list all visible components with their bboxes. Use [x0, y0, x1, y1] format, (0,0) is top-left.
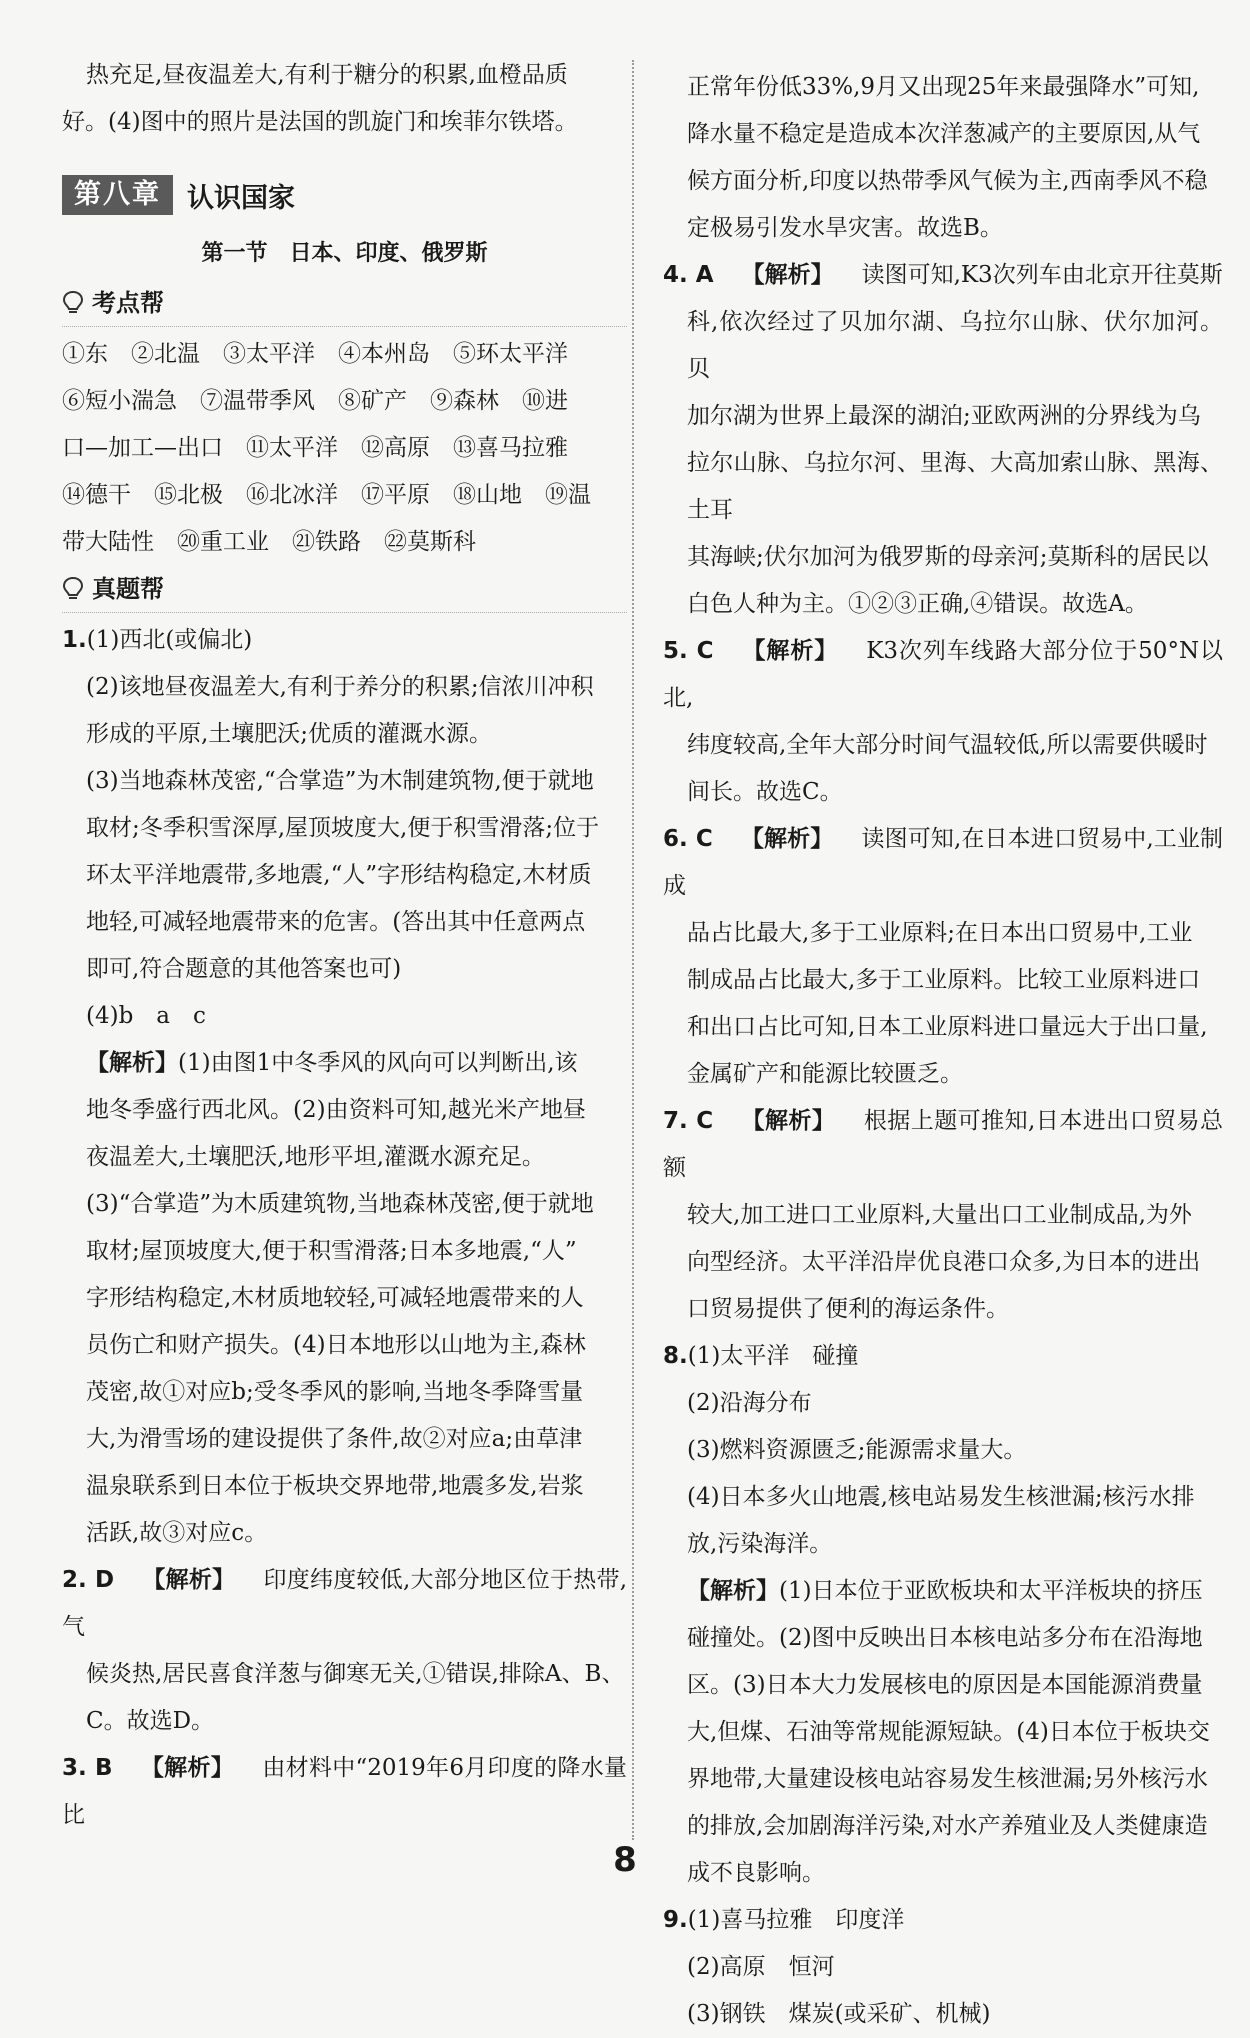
q2-head: 2. D: [62, 1567, 115, 1593]
q2-line: C。故选D。: [86, 1708, 215, 1734]
q4-head: 4. A: [663, 262, 714, 288]
q1-first: [62, 617, 627, 664]
kaodian-line: ①东 ②北温 ③太平洋 ④本州岛 ⑤环太平洋: [62, 341, 568, 367]
q3-first: [62, 1745, 627, 1839]
q4-line: 拉尔山脉、乌拉尔河、里海、大高加索山脉、黑海、土耳: [687, 450, 1223, 523]
q3-line: 定极易引发水旱灾害。故选B。: [687, 215, 1003, 241]
q2-text: 印度纬度较低,大部分地区位于热带,气: [62, 1567, 628, 1640]
jiexi-tag: 【解析】: [741, 1108, 836, 1134]
q9-number: 9.: [663, 1907, 688, 1933]
chapter-label: 第八章: [62, 175, 173, 215]
jiexi-tag: 【解析】: [740, 826, 834, 852]
q9-line: (2)高原 恒河: [687, 1954, 835, 1980]
q8-first: [663, 1333, 1223, 1380]
q6-first: [663, 816, 1223, 910]
column-divider: [632, 60, 634, 1840]
q1-line: 取材;冬季积雪深厚,屋顶坡度大,便于积雪滑落;位于: [86, 815, 600, 841]
q1-number: 1.: [62, 627, 87, 653]
q8-line: 放,污染海洋。: [687, 1531, 833, 1557]
q8-jiexi-line: 碰撞处。(2)图中反映出日本核电站多分布在沿海地: [687, 1625, 1203, 1651]
lightbulb-icon: [62, 290, 84, 316]
q8-jiexi-line: 界地带,大量建设核电站容易发生核泄漏;另外核污水: [687, 1766, 1209, 1792]
jiexi-tag: 【解析】: [140, 1755, 235, 1781]
q1-jiexi-line: 茂密,故①对应b;受冬季风的影响,当地冬季降雪量: [86, 1379, 584, 1405]
zhenti-title: 真题帮: [92, 575, 164, 603]
left-column: [62, 52, 627, 1839]
kaodian-line: 带大陆性 ⑳重工业 ㉑铁路 ㉒莫斯科: [62, 529, 476, 555]
q1-jiexi-first: [62, 1040, 627, 1087]
page-number: 8: [613, 1840, 637, 1880]
q8-jiexi-first: [663, 1568, 1223, 1615]
kaodian-heading: [62, 280, 627, 327]
section-title: 第一节 日本、印度、俄罗斯: [201, 241, 488, 266]
q9-first: [663, 1897, 1223, 1944]
kaodian-title: 考点帮: [92, 289, 164, 317]
q4-line: 科,依次经过了贝加尔湖、乌拉尔山脉、伏尔加河。贝: [687, 309, 1223, 382]
q1-line: 形成的平原,土壤肥沃;优质的灌溉水源。: [86, 721, 493, 747]
q1-jiexi-line: 地冬季盛行西北风。(2)由资料可知,越光米产地昼: [86, 1097, 586, 1123]
chapter-title: 认识国家: [187, 182, 295, 214]
q7-line: 向型经济。太平洋沿岸优良港口众多,为日本的进出: [687, 1249, 1201, 1275]
q6-text: 读图可知,在日本进口贸易中,工业制成: [663, 826, 1224, 899]
q1-jiexi-line: 夜温差大,土壤肥沃,地形平坦,灌溉水源充足。: [86, 1144, 545, 1170]
chapter-heading: [62, 172, 627, 218]
jiexi-text: (1)日本位于亚欧板块和太平洋板块的挤压: [779, 1578, 1203, 1604]
jiexi-tag: 【解析】: [86, 1050, 178, 1076]
q7-line: 口贸易提供了便利的海运条件。: [687, 1296, 1009, 1322]
q8-jiexi-line: 区。(3)日本大力发展核电的原因是本国能源消费量: [687, 1672, 1203, 1698]
q3-head: 3. B: [62, 1755, 113, 1781]
q4-text: 读图可知,K3次列车由北京开往莫斯: [861, 262, 1223, 288]
q5-line: 间长。故选C。: [687, 779, 843, 805]
q5-head: 5. C: [663, 638, 714, 664]
q1-line: 环太平洋地震带,多地震,“人”字形结构稳定,木材质: [86, 862, 592, 888]
q9-line: (3)钢铁 煤炭(或采矿、机械): [687, 2001, 991, 2027]
jiexi-text: (1)由图1中冬季风的风向可以判断出,该: [178, 1050, 578, 1076]
jiexi-tag: 【解析】: [741, 262, 834, 288]
jiexi-tag: 【解析】: [687, 1578, 779, 1604]
q1-jiexi-line: 温泉联系到日本位于板块交界地带,地震多发,岩浆: [86, 1473, 584, 1499]
zhenti-heading: [62, 566, 627, 613]
q1-answer: (1)西北(或偏北): [86, 627, 253, 653]
right-column: [663, 64, 1223, 2038]
q8-line: (3)燃料资源匮乏;能源需求量大。: [687, 1437, 1027, 1463]
q1-line: (4)b a c: [86, 1003, 206, 1029]
q4-line: 其海峡;伏尔加河为俄罗斯的母亲河;莫斯科的居民以: [687, 544, 1209, 570]
q7-head: 7. C: [663, 1108, 714, 1134]
lightbulb-icon: [62, 576, 84, 602]
q3-line: 候方面分析,印度以热带季风气候为主,西南季风不稳: [687, 168, 1208, 194]
q6-line: 金属矿产和能源比较匮乏。: [687, 1061, 963, 1087]
q5-text: K3次列车线路大部分位于50°N以北,: [663, 638, 1223, 711]
q1-line: 即可,符合题意的其他答案也可): [86, 956, 402, 982]
q9-answer: (1)喜马拉雅 印度洋: [687, 1907, 905, 1933]
q5-line: 纬度较高,全年大部分时间气温较低,所以需要供暖时: [687, 732, 1208, 758]
q4-line: 白色人种为主。①②③正确,④错误。故选A。: [687, 591, 1148, 617]
q8-jiexi-line: 大,但煤、石油等常规能源短缺。(4)日本位于板块交: [687, 1719, 1210, 1745]
q4-line: 加尔湖为世界上最深的湖泊;亚欧两洲的分界线为乌: [687, 403, 1201, 429]
q2-line: 候炎热,居民喜食洋葱与御寒无关,①错误,排除A、B、: [86, 1661, 625, 1687]
q1-jiexi-line: 员伤亡和财产损失。(4)日本地形以山地为主,森林: [86, 1332, 586, 1358]
q6-line: 和出口占比可知,日本工业原料进口量远大于出口量,: [687, 1014, 1208, 1040]
q8-answer: (1)太平洋 碰撞: [687, 1343, 859, 1369]
q1-line: 地轻,可减轻地震带来的危害。(答出其中任意两点: [86, 909, 586, 935]
q6-line: 制成品占比最大,多于工业原料。比较工业原料进口: [687, 967, 1201, 993]
q1-jiexi-line: 大,为滑雪场的建设提供了条件,故②对应a;由草津: [86, 1426, 583, 1452]
q1-jiexi-line: 活跃,故③对应c。: [86, 1520, 268, 1546]
jiexi-tag: 【解析】: [142, 1567, 236, 1593]
q1-jiexi-line: (3)“合掌造”为木质建筑物,当地森林茂密,便于就地: [86, 1191, 594, 1217]
q7-line: 较大,加工进口工业原料,大量出口工业制成品,为外: [687, 1202, 1192, 1228]
q3-line: 正常年份低33%,9月又出现25年来最强降水”可知,: [687, 74, 1200, 100]
intro-line: 热充足,昼夜温差大,有利于糖分的积累,血橙品质: [86, 62, 568, 88]
q8-line: (2)沿海分布: [687, 1390, 812, 1416]
q8-number: 8.: [663, 1343, 688, 1369]
q5-first: [663, 628, 1223, 722]
q7-text: 根据上题可推知,日本进出口贸易总额: [663, 1108, 1224, 1181]
q7-first: [663, 1098, 1223, 1192]
kaodian-line: ⑥短小湍急 ⑦温带季风 ⑧矿产 ⑨森林 ⑩进: [62, 388, 568, 414]
kaodian-line: ⑭德干 ⑮北极 ⑯北冰洋 ⑰平原 ⑱山地 ⑲温: [62, 482, 591, 508]
q6-line: 品占比最大,多于工业原料;在日本出口贸易中,工业: [687, 920, 1193, 946]
q1-line: (2)该地昼夜温差大,有利于养分的积累;信浓川冲积: [86, 674, 594, 700]
jiexi-tag: 【解析】: [741, 638, 839, 664]
q2-first: [62, 1557, 627, 1651]
q8-jiexi-line: 的排放,会加剧海洋污染,对水产养殖业及人类健康造: [687, 1813, 1208, 1839]
q1-jiexi-line: 字形结构稳定,木材质地较轻,可减轻地震带来的人: [86, 1285, 584, 1311]
intro-line: 好。(4)图中的照片是法国的凯旋门和埃菲尔铁塔。: [62, 109, 578, 135]
q6-head: 6. C: [663, 826, 713, 852]
q3-line: 降水量不稳定是造成本次洋葱减产的主要原因,从气: [687, 121, 1201, 147]
q1-line: (3)当地森林茂密,“合掌造”为木制建筑物,便于就地: [86, 768, 594, 794]
kaodian-line: 口—加工—出口 ⑪太平洋 ⑫高原 ⑬喜马拉雅: [62, 435, 568, 461]
q8-jiexi-line: 成不良影响。: [687, 1860, 825, 1886]
q3-text: 由材料中“2019年6月印度的降水量比: [62, 1755, 628, 1828]
q4-first: [663, 252, 1223, 299]
q1-jiexi-line: 取材;屋顶坡度大,便于积雪滑落;日本多地震,“人”: [86, 1238, 577, 1264]
q8-line: (4)日本多火山地震,核电站易发生核泄漏;核污水排: [687, 1484, 1195, 1510]
